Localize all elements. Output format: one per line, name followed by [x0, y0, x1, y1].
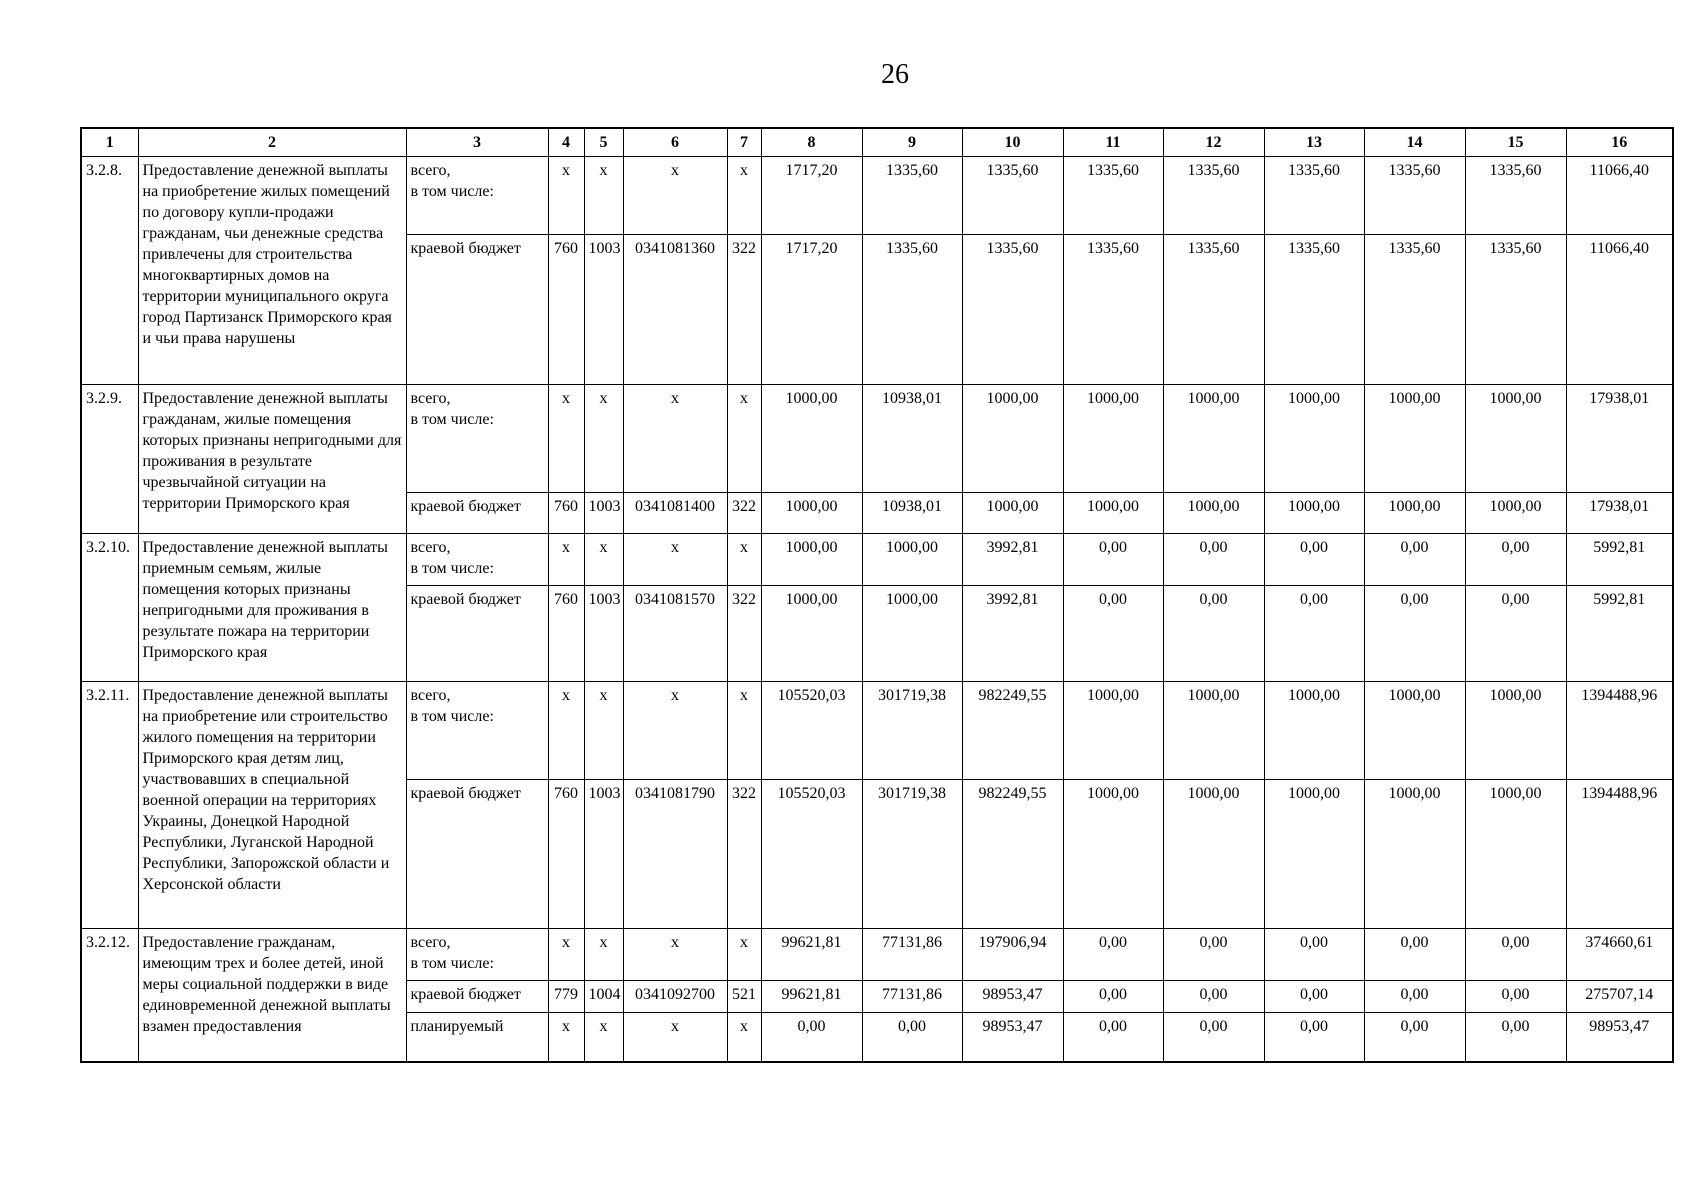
amount-col-14: 0,00: [1364, 981, 1465, 1013]
gov-code: х: [548, 929, 584, 981]
amount-col-9: 10938,01: [862, 493, 962, 534]
amount-col-14: 1000,00: [1364, 493, 1465, 534]
amount-col-15: 0,00: [1465, 1013, 1566, 1062]
amount-col-10: 98953,47: [962, 981, 1063, 1013]
gov-code: х: [548, 534, 584, 586]
amount-col-11: 1000,00: [1063, 493, 1163, 534]
amount-col-13: 0,00: [1264, 1013, 1364, 1062]
amount-col-8: 0,00: [761, 1013, 862, 1062]
amount-col-8: 1000,00: [761, 385, 862, 493]
amount-col-13: 1000,00: [1264, 682, 1364, 780]
amount-col-11: 0,00: [1063, 929, 1163, 981]
section-code: х: [584, 1013, 623, 1062]
amount-col-9: 10938,01: [862, 385, 962, 493]
amount-col-13: 1000,00: [1264, 780, 1364, 929]
target-code: х: [623, 682, 727, 780]
header-col-11: 11: [1063, 128, 1163, 157]
amount-col-12: 0,00: [1163, 929, 1264, 981]
amount-col-8: 1000,00: [761, 534, 862, 586]
amount-col-11: 1000,00: [1063, 385, 1163, 493]
amount-col-13: 0,00: [1264, 534, 1364, 586]
amount-col-8: 99621,81: [761, 981, 862, 1013]
item-code: 3.2.12.: [81, 929, 138, 1062]
amount-col-8: 105520,03: [761, 780, 862, 929]
amount-col-10: 3992,81: [962, 586, 1063, 682]
table-row: [81, 682, 1673, 780]
gov-code: 760: [548, 780, 584, 929]
amount-col-10: 1335,60: [962, 235, 1063, 385]
amount-col-15: 1000,00: [1465, 493, 1566, 534]
amount-col-11: 1000,00: [1063, 682, 1163, 780]
target-code: х: [623, 929, 727, 981]
amount-col-15: 1000,00: [1465, 682, 1566, 780]
expense-type-code: х: [727, 1013, 761, 1062]
item-description: Предоставление денежной выплаты приемным семьям, жилые помещения которых признаны непригодными для проживания в результате пожара на территории Приморского края: [138, 534, 406, 682]
amount-col-8: 1000,00: [761, 493, 862, 534]
gov-code: 779: [548, 981, 584, 1013]
amount-col-9: 1000,00: [862, 534, 962, 586]
gov-code: 760: [548, 493, 584, 534]
amount-col-9: 301719,38: [862, 780, 962, 929]
amount-col-14: 0,00: [1364, 586, 1465, 682]
funding-source: всего, в том числе:: [406, 929, 548, 981]
header-col-16: 16: [1566, 128, 1673, 157]
amount-col-16: 5992,81: [1566, 534, 1673, 586]
amount-col-13: 1335,60: [1264, 157, 1364, 235]
amount-col-13: 0,00: [1264, 981, 1364, 1013]
item-code: 3.2.8.: [81, 157, 138, 385]
amount-col-9: 77131,86: [862, 929, 962, 981]
amount-col-16: 11066,40: [1566, 235, 1673, 385]
amount-col-16: 17938,01: [1566, 385, 1673, 493]
header-col-6: 6: [623, 128, 727, 157]
table-row: [81, 385, 1673, 493]
header-col-2: 2: [138, 128, 406, 157]
amount-col-12: 1335,60: [1163, 157, 1264, 235]
amount-col-13: 0,00: [1264, 586, 1364, 682]
target-code: 0341081790: [623, 780, 727, 929]
amount-col-11: 0,00: [1063, 981, 1163, 1013]
expense-type-code: х: [727, 385, 761, 493]
amount-col-14: 1335,60: [1364, 235, 1465, 385]
amount-col-11: 1335,60: [1063, 157, 1163, 235]
amount-col-11: 1000,00: [1063, 780, 1163, 929]
item-description: Предоставление денежной выплаты гражданам, жилые помещения которых признаны непригодными для проживания в результате чрезвычайной ситуации на территории Приморского края: [138, 385, 406, 534]
funding-source: всего, в том числе:: [406, 534, 548, 586]
amount-col-8: 1000,00: [761, 586, 862, 682]
expense-type-code: 322: [727, 235, 761, 385]
expense-type-code: х: [727, 534, 761, 586]
amount-col-9: 1000,00: [862, 586, 962, 682]
amount-col-10: 1335,60: [962, 157, 1063, 235]
amount-col-14: 0,00: [1364, 929, 1465, 981]
amount-col-12: 0,00: [1163, 534, 1264, 586]
section-code: х: [584, 929, 623, 981]
header-col-9: 9: [862, 128, 962, 157]
amount-col-15: 1335,60: [1465, 235, 1566, 385]
item-code: 3.2.9.: [81, 385, 138, 534]
header-col-12: 12: [1163, 128, 1264, 157]
amount-col-9: 301719,38: [862, 682, 962, 780]
header-col-1: 1: [81, 128, 138, 157]
funding-source: краевой бюджет: [406, 586, 548, 682]
amount-col-9: 1335,60: [862, 157, 962, 235]
amount-col-8: 1717,20: [761, 235, 862, 385]
target-code: 0341092700: [623, 981, 727, 1013]
section-code: 1004: [584, 981, 623, 1013]
header-col-15: 15: [1465, 128, 1566, 157]
funding-source: всего, в том числе:: [406, 682, 548, 780]
amount-col-16: 11066,40: [1566, 157, 1673, 235]
target-code: 0341081400: [623, 493, 727, 534]
amount-col-15: 0,00: [1465, 534, 1566, 586]
amount-col-12: 0,00: [1163, 1013, 1264, 1062]
amount-col-14: 1335,60: [1364, 157, 1465, 235]
amount-col-15: 0,00: [1465, 981, 1566, 1013]
amount-col-14: 1000,00: [1364, 385, 1465, 493]
funding-source: планируемый: [406, 1013, 548, 1062]
amount-col-10: 197906,94: [962, 929, 1063, 981]
expense-type-code: 322: [727, 586, 761, 682]
amount-col-10: 1000,00: [962, 493, 1063, 534]
amount-col-13: 0,00: [1264, 929, 1364, 981]
target-code: 0341081570: [623, 586, 727, 682]
funding-source: краевой бюджет: [406, 981, 548, 1013]
amount-col-12: 0,00: [1163, 586, 1264, 682]
amount-col-9: 77131,86: [862, 981, 962, 1013]
section-code: х: [584, 534, 623, 586]
budget-table: [80, 127, 1674, 1063]
amount-col-12: 1000,00: [1163, 493, 1264, 534]
section-code: 1003: [584, 235, 623, 385]
header-col-10: 10: [962, 128, 1063, 157]
amount-col-10: 1000,00: [962, 385, 1063, 493]
target-code: х: [623, 1013, 727, 1062]
amount-col-15: 1335,60: [1465, 157, 1566, 235]
gov-code: 760: [548, 235, 584, 385]
amount-col-15: 1000,00: [1465, 385, 1566, 493]
item-code: 3.2.10.: [81, 534, 138, 682]
expense-type-code: 521: [727, 981, 761, 1013]
amount-col-16: 5992,81: [1566, 586, 1673, 682]
target-code: х: [623, 157, 727, 235]
item-description: Предоставление денежной выплаты на приобретение или строительство жилого помещения на территории Приморского края детям лиц, участвовавших в специальной военной операции на территориях Украины, Донецкой Народной Республики, Луганской Народной Республики, Запорожской области и Херсонской области: [138, 682, 406, 929]
header-col-14: 14: [1364, 128, 1465, 157]
funding-source: краевой бюджет: [406, 780, 548, 929]
amount-col-12: 1335,60: [1163, 235, 1264, 385]
amount-col-15: 0,00: [1465, 586, 1566, 682]
amount-col-12: 1000,00: [1163, 385, 1264, 493]
amount-col-16: 98953,47: [1566, 1013, 1673, 1062]
header-col-7: 7: [727, 128, 761, 157]
table-row: [81, 534, 1673, 586]
amount-col-8: 99621,81: [761, 929, 862, 981]
header-col-5: 5: [584, 128, 623, 157]
target-code: х: [623, 385, 727, 493]
amount-col-16: 17938,01: [1566, 493, 1673, 534]
amount-col-16: 1394488,96: [1566, 682, 1673, 780]
section-code: 1003: [584, 493, 623, 534]
expense-type-code: х: [727, 682, 761, 780]
amount-col-8: 1717,20: [761, 157, 862, 235]
header-col-13: 13: [1264, 128, 1364, 157]
amount-col-13: 1000,00: [1264, 493, 1364, 534]
section-code: х: [584, 385, 623, 493]
section-code: х: [584, 682, 623, 780]
table-body: [81, 157, 1673, 1062]
amount-col-10: 3992,81: [962, 534, 1063, 586]
item-description: Предоставление денежной выплаты на приобретение жилых помещений по договору купли-продажи гражданам, чьи денежные средства привлечены для строительства многоквартирных домов на территории муниципального округа город Партизанск Приморского края и чьи права нарушены: [138, 157, 406, 385]
amount-col-14: 1000,00: [1364, 780, 1465, 929]
table-row: [81, 157, 1673, 235]
amount-col-16: 275707,14: [1566, 981, 1673, 1013]
amount-col-9: 0,00: [862, 1013, 962, 1062]
amount-col-12: 1000,00: [1163, 682, 1264, 780]
section-code: 1003: [584, 586, 623, 682]
expense-type-code: 322: [727, 780, 761, 929]
gov-code: х: [548, 157, 584, 235]
amount-col-12: 0,00: [1163, 981, 1264, 1013]
header-row: [81, 128, 1673, 157]
amount-col-10: 98953,47: [962, 1013, 1063, 1062]
amount-col-14: 0,00: [1364, 1013, 1465, 1062]
amount-col-14: 0,00: [1364, 534, 1465, 586]
funding-source: краевой бюджет: [406, 235, 548, 385]
amount-col-12: 1000,00: [1163, 780, 1264, 929]
header-col-3: 3: [406, 128, 548, 157]
section-code: 1003: [584, 780, 623, 929]
item-code: 3.2.11.: [81, 682, 138, 929]
gov-code: х: [548, 682, 584, 780]
amount-col-11: 0,00: [1063, 1013, 1163, 1062]
amount-col-8: 105520,03: [761, 682, 862, 780]
header-col-4: 4: [548, 128, 584, 157]
amount-col-13: 1335,60: [1264, 235, 1364, 385]
amount-col-16: 374660,61: [1566, 929, 1673, 981]
expense-type-code: х: [727, 157, 761, 235]
amount-col-11: 0,00: [1063, 586, 1163, 682]
funding-source: всего, в том числе:: [406, 157, 548, 235]
amount-col-16: 1394488,96: [1566, 780, 1673, 929]
table-row: [81, 929, 1673, 981]
amount-col-11: 1335,60: [1063, 235, 1163, 385]
amount-col-15: 1000,00: [1465, 780, 1566, 929]
gov-code: х: [548, 1013, 584, 1062]
amount-col-14: 1000,00: [1364, 682, 1465, 780]
expense-type-code: 322: [727, 493, 761, 534]
header-col-8: 8: [761, 128, 862, 157]
amount-col-13: 1000,00: [1264, 385, 1364, 493]
amount-col-10: 982249,55: [962, 682, 1063, 780]
funding-source: всего, в том числе:: [406, 385, 548, 493]
target-code: х: [623, 534, 727, 586]
page-number: 26: [881, 59, 909, 90]
gov-code: х: [548, 385, 584, 493]
amount-col-10: 982249,55: [962, 780, 1063, 929]
amount-col-15: 0,00: [1465, 929, 1566, 981]
funding-source: краевой бюджет: [406, 493, 548, 534]
target-code: 0341081360: [623, 235, 727, 385]
amount-col-9: 1335,60: [862, 235, 962, 385]
table-header: [81, 128, 1673, 157]
expense-type-code: х: [727, 929, 761, 981]
item-description: Предоставление гражданам, имеющим трех и более детей, иной меры социальной поддержки в виде единовременной денежной выплаты взамен предоставления: [138, 929, 406, 1062]
amount-col-11: 0,00: [1063, 534, 1163, 586]
section-code: х: [584, 157, 623, 235]
gov-code: 760: [548, 586, 584, 682]
